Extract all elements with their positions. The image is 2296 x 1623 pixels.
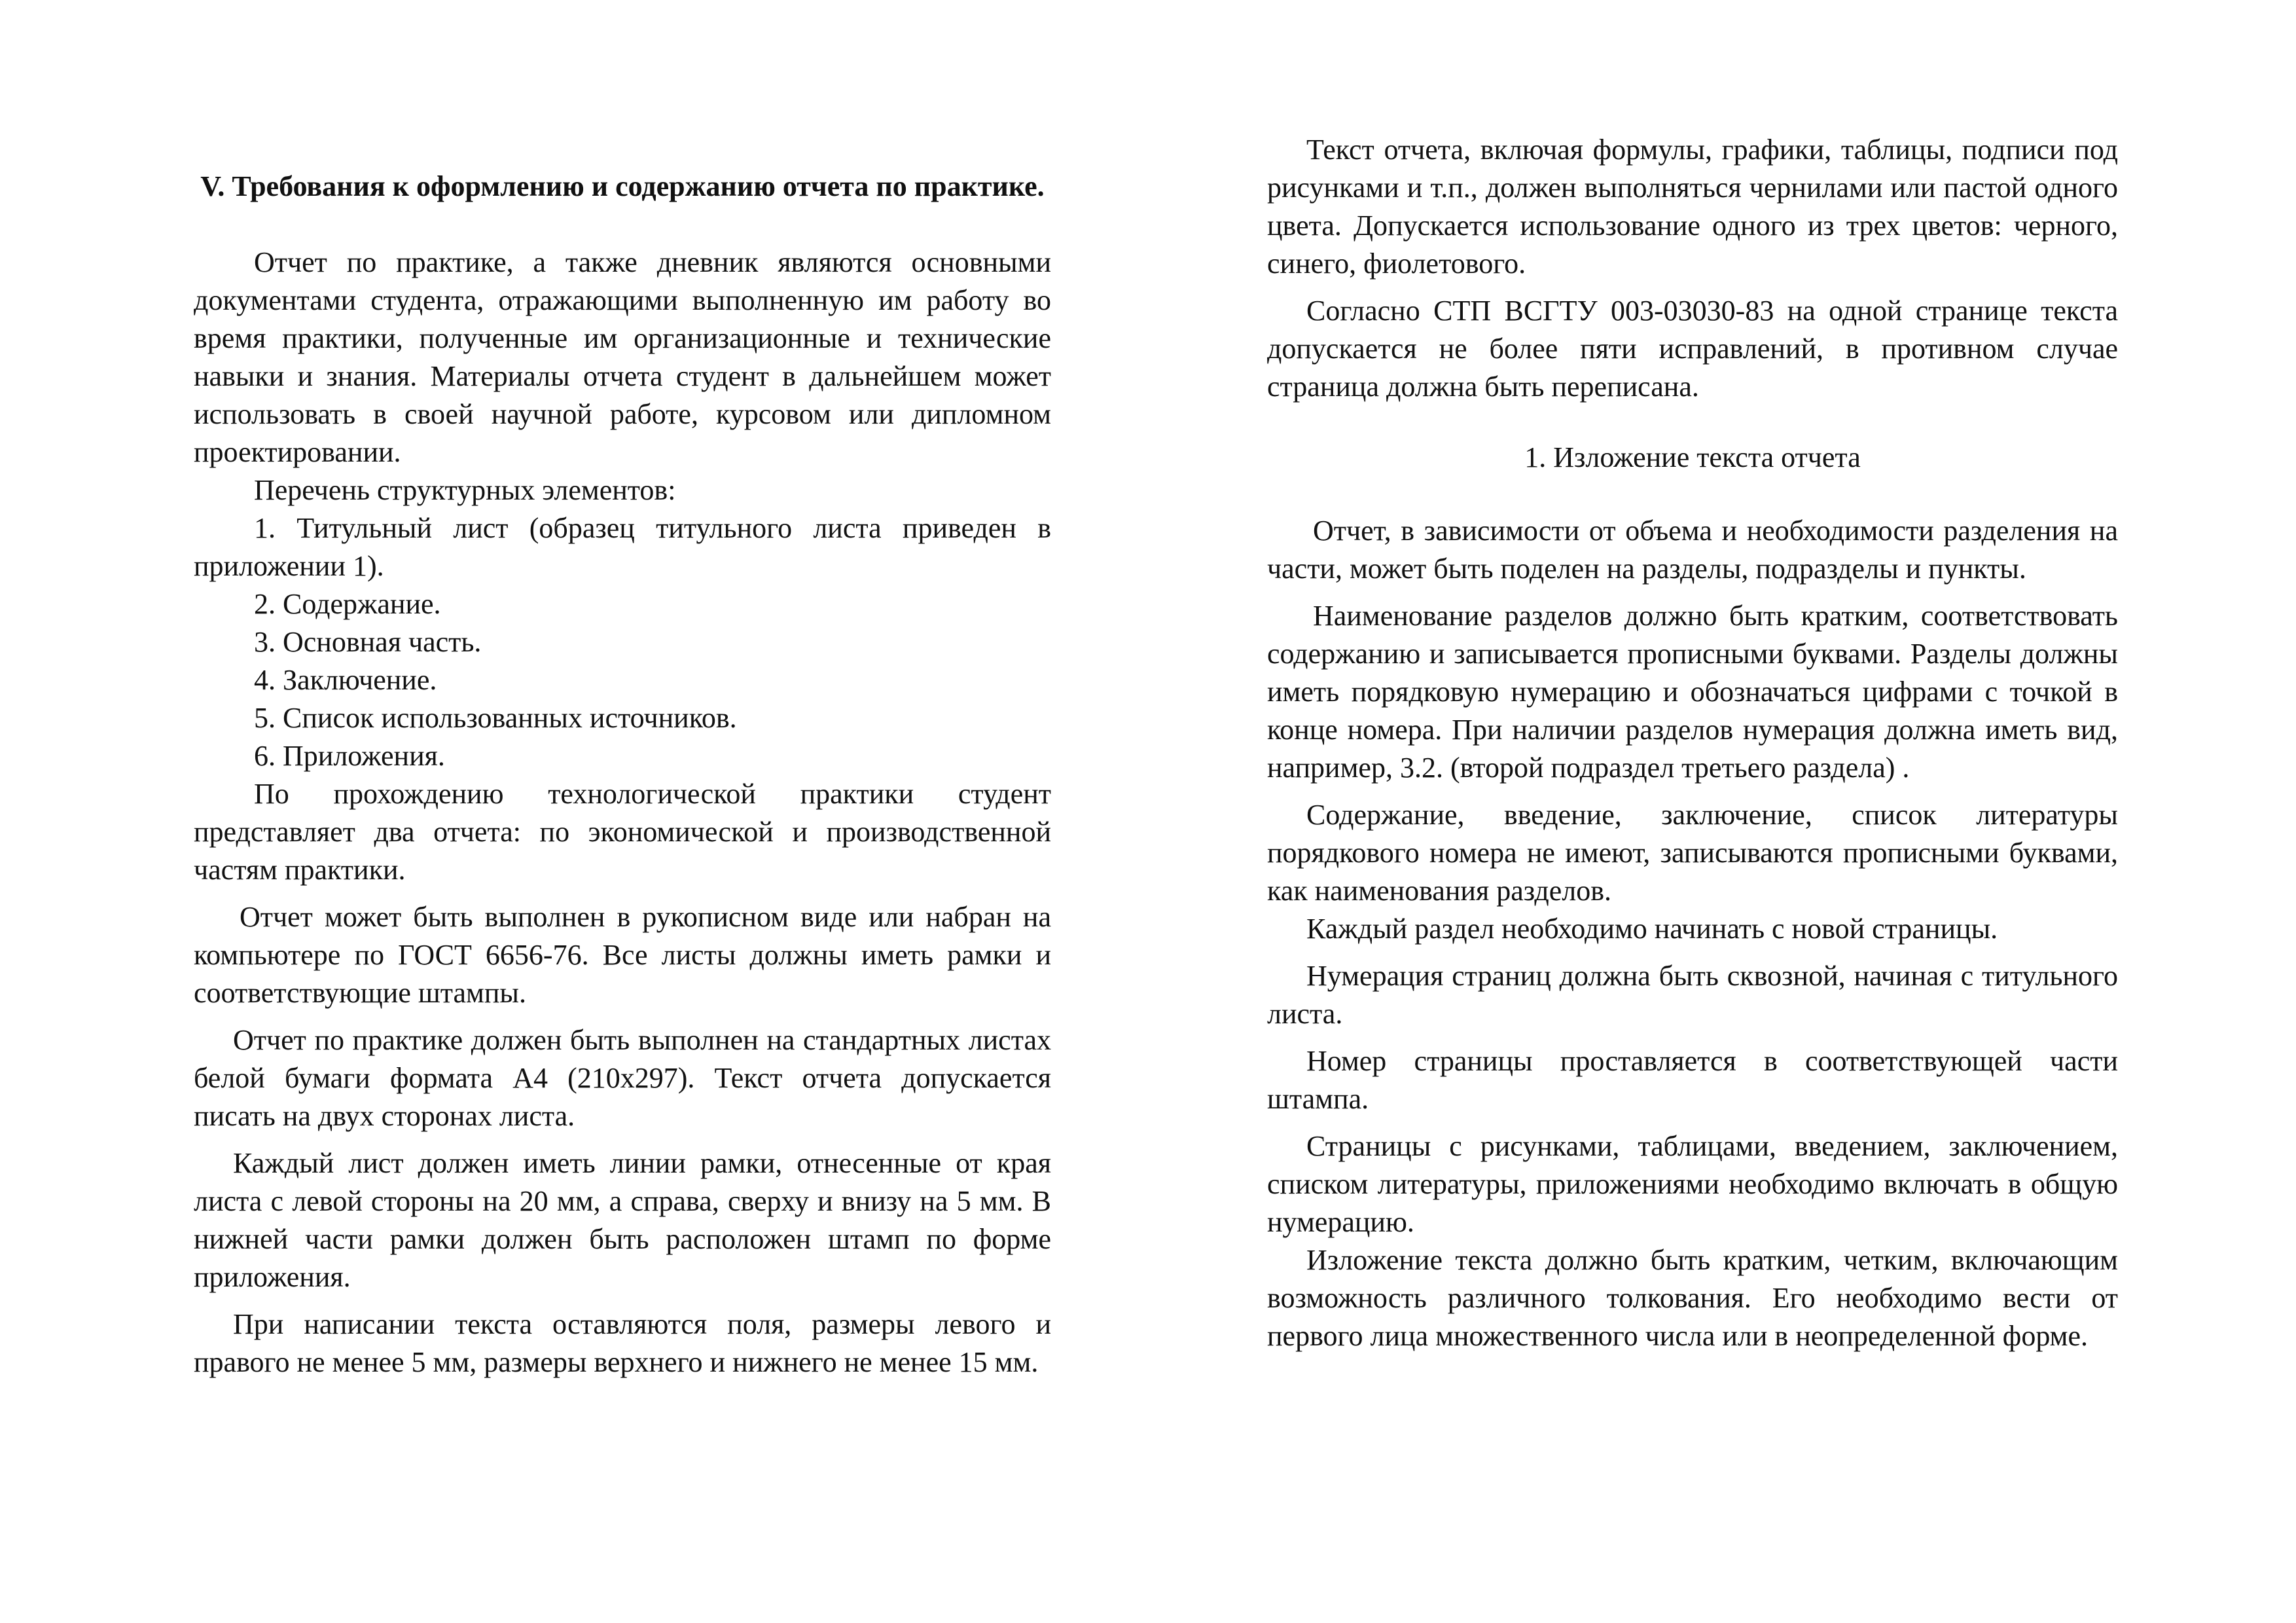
paragraph-section-names: Наименование разделов должно быть кратким, соответствовать содержанию и записывается прописными буквами. Разделы должны иметь порядковую нумерацию и обозначаться цифрами с точкой в конце номера. При наличии разделов нумерация должна иметь вид, например, 3.2. (второй подраздел третьего раздела) . (1267, 600, 2118, 784)
list-item: 2. Содержание. (254, 588, 441, 620)
paragraph-new-page: Каждый раздел необходимо начинать с новой страницы. (1306, 913, 1998, 945)
paragraph-sections-division: Отчет, в зависимости от объема и необходимости разделения на части, может быть поделен на разделы, подразделы и пункты. (1267, 515, 2118, 585)
paragraph-figure-pages: Страницы с рисунками, таблицами, введением, заключением, списком литературы, приложениями необходимо включать в общую нумерацию. (1267, 1130, 2118, 1238)
paragraph-text-style: Изложение текста должно быть кратким, четким, включающим возможность различного толкования. Его необходимо вести от первого лица множественного числа или в неопределенной форме. (1267, 1244, 2118, 1352)
list-item: 5. Список использованных источников. (254, 702, 737, 734)
paragraph-margins: При написании текста оставляются поля, размеры левого и правого не менее 5 мм, размеры верхнего и нижнего не менее 15 мм. (194, 1308, 1051, 1378)
paragraph-report-purpose: Отчет по практике, а также дневник являются основными документами студента, отражающими выполненную им работу во время практики, полученные им организационные и технические навыки и знания. Материалы отчета студент в дальнейшем может использовать в своей научной работе, курсовом или дипломном проектировании. (194, 246, 1051, 468)
subsection-heading: 1. Изложение текста отчета (1524, 441, 1861, 473)
paragraph-page-numbering: Нумерация страниц должна быть сквозной, начиная с титульного листа. (1267, 960, 2118, 1030)
paragraph-frame-lines: Каждый лист должен иметь линии рамки, отнесенные от края листа с левой стороны на 20 мм, а справа, сверху и внизу на 5 мм. В нижней части рамки должен быть расположен штамп по форме приложения. (194, 1147, 1051, 1293)
paragraph-page-number-stamp: Номер страницы проставляется в соответствующей части штампа. (1267, 1045, 2118, 1115)
left-page-column (194, 131, 1051, 1381)
list-item: 4. Заключение. (254, 664, 437, 696)
list-item: 1. Титульный лист (образец титульного листа приведен в приложении 1). (194, 512, 1051, 582)
list-item: 3. Основная часть. (254, 626, 482, 658)
paragraph-handwritten-or-typed: Отчет может быть выполнен в рукописном виде или набран на компьютере по ГОСТ 6656-76. Все листы должны иметь рамки и соответствующие штампы. (194, 901, 1051, 1009)
paragraph-ink-color: Текст отчета, включая формулы, графики, таблицы, подписи под рисунками и т.п., должен выполняться чернилами или пастой одного цвета. Допускается использование одного из трех цветов: черного, синего, фиолетового. (1267, 134, 2118, 280)
paragraph-unnumbered-parts: Содержание, введение, заключение, список литературы порядкового номера не имеют, записываются прописными буквами, как наименования разделов. (1267, 799, 2118, 907)
structure-list (194, 509, 1051, 775)
right-page-column (1267, 131, 2118, 1355)
paragraph-corrections: Согласно СТП ВСГТУ 003-03030-83 на одной странице текста допускается не более пяти исправлений, в противном случае страница должна быть переписана. (1267, 295, 2118, 403)
paragraph-a4-format: Отчет по практике должен быть выполнен на стандартных листах белой бумаги формата А4 (210х297). Текст отчета допускается писать на двух сторонах листа. (194, 1024, 1051, 1132)
section-title: V. Требования к оформлению и содержанию отчета по практике. (200, 170, 1045, 202)
list-item: 6. Приложения. (254, 740, 445, 772)
paragraph-structure-intro: Перечень структурных элементов: (254, 474, 676, 506)
paragraph-two-reports: По прохождению технологической практики студент представляет два отчета: по экономической и производственной частям практики. (194, 778, 1051, 886)
